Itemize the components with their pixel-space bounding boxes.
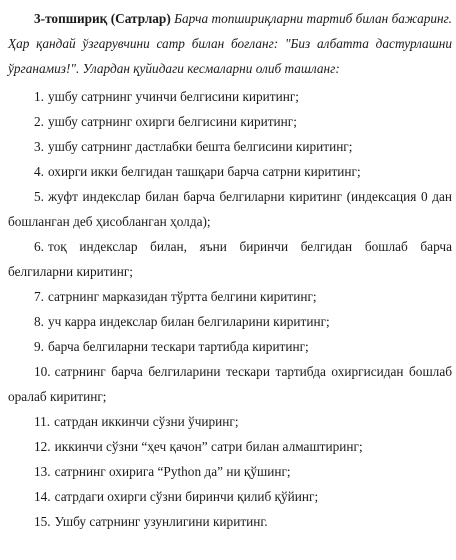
- item-text: сатрнинг барча белгиларини тескари тартибда охиргисидан бошлаб оралаб киритинг;: [8, 364, 452, 404]
- item-number: 4.: [34, 164, 44, 179]
- item-text: уч карра индекслар билан белгиларини киритинг;: [47, 314, 330, 329]
- item-text: ушбу сатрнинг дастлабки бешта белгисини киритинг;: [47, 139, 353, 154]
- task-description: Барча топшириқларни тартиб билан бажаринг. Ҳар қандай ўзгарувчини сатр билан боғланг: "Биз албатта дастурлашни ўрганамиз!". Улардан қуйидаги кесмаларни олиб ташланг:: [8, 11, 452, 76]
- item-number: 7.: [34, 289, 44, 304]
- item-text: сатрдаги охирги сўзни биринчи қилиб қўйинг;: [54, 489, 319, 504]
- item-text: барча белгиларни тескари тартибда киритинг;: [47, 339, 309, 354]
- list-item: [8, 284, 452, 309]
- list-item: [8, 159, 452, 184]
- item-number: 8.: [34, 314, 44, 329]
- list-item: [8, 509, 452, 534]
- list-item: [8, 134, 452, 159]
- list-item: [8, 409, 452, 434]
- list-item: [8, 234, 452, 284]
- list-item: [8, 184, 452, 234]
- item-text: ушбу сатрнинг учинчи белгисини киритинг;: [47, 89, 299, 104]
- item-text: жуфт индекслар билан барча белгиларни киритинг (индексация 0 дан бошланган деб ҳисобланган ҳолда);: [8, 189, 452, 229]
- list-item: [8, 109, 452, 134]
- list-item: [8, 434, 452, 459]
- item-number: 13.: [34, 464, 51, 479]
- item-text: охирги икки белгидан ташқари барча сатрни киритинг;: [47, 164, 361, 179]
- item-text: ушбу сатрнинг охирги белгисини киритинг;: [47, 114, 297, 129]
- item-number: 14.: [34, 489, 51, 504]
- task-intro: [8, 6, 452, 81]
- item-number: 3.: [34, 139, 44, 154]
- item-number: 2.: [34, 114, 44, 129]
- item-text: сатрнинг марказидан тўртта белгини киритинг;: [47, 289, 317, 304]
- item-number: 9.: [34, 339, 44, 354]
- item-text: тоқ индекслар билан, яъни биринчи белгидан бошлаб барча белгиларни киритинг;: [8, 239, 452, 279]
- list-item: [8, 359, 452, 409]
- item-number: 12.: [34, 439, 51, 454]
- item-number: 1.: [34, 89, 44, 104]
- item-text: сатрнинг охирига “Python да” ни қўшинг;: [54, 464, 291, 479]
- task-list: [8, 84, 452, 534]
- item-number: 15.: [34, 514, 51, 529]
- item-number: 5.: [34, 189, 44, 204]
- list-item: [8, 459, 452, 484]
- list-item: [8, 84, 452, 109]
- list-item: [8, 334, 452, 359]
- item-text: сатрдан иккинчи сўзни ўчиринг;: [54, 414, 239, 429]
- item-number: 6.: [34, 239, 44, 254]
- item-number: 11.: [34, 414, 51, 429]
- task-title: 3-топшириқ (Сатрлар): [34, 11, 171, 26]
- item-text: иккинчи сўзни “ҳеч қачон” сатри билан алмаштиринг;: [54, 439, 363, 454]
- item-number: 10.: [34, 364, 51, 379]
- item-text: Ушбу сатрнинг узунлигини киритинг.: [54, 514, 268, 529]
- list-item: [8, 484, 452, 509]
- list-item: [8, 309, 452, 334]
